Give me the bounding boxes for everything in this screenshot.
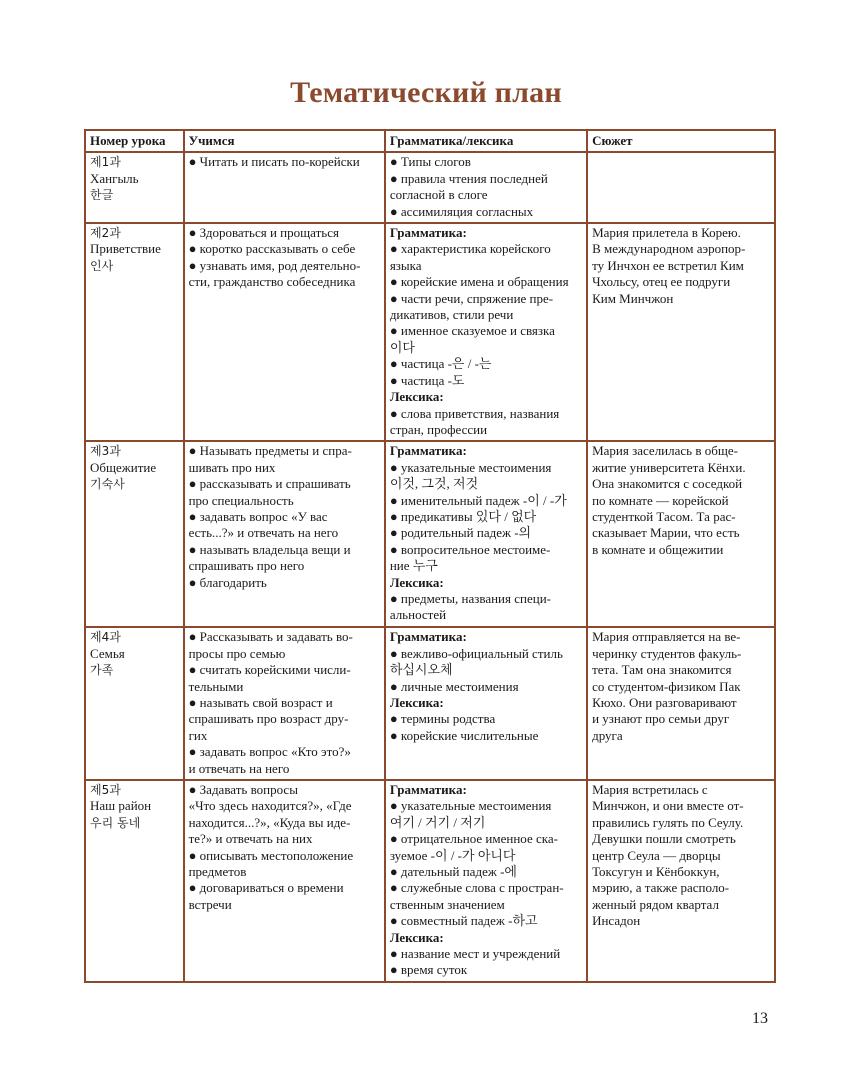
cell-line: зуемое -이 / -가 아니다 (389, 847, 516, 863)
cell-learn (184, 223, 385, 441)
cell-learn (184, 441, 385, 627)
cell-line: есть...?» и отвечать на него (188, 525, 339, 541)
cell-line: ● описывать местоположение (188, 847, 354, 863)
cell-line: гих (188, 727, 208, 743)
cell-line: ту Инчхон ее встретил Ким (592, 257, 744, 273)
cell-line: ● корейские числительные (389, 727, 539, 743)
vocabulary-heading: Лексика: (389, 929, 444, 945)
table-row (85, 223, 775, 441)
cell-line: ● задавать вопрос «У вас (188, 508, 328, 524)
cell-line: встречи (188, 896, 232, 912)
cell-line: просы про семью (188, 645, 286, 661)
cell-line: ● родительный падеж -의 (389, 525, 532, 541)
cell-line: ● узнавать имя, род деятельно- (188, 257, 361, 273)
cell-line: ● части речи, спряжение пре- (389, 290, 554, 306)
cell-line: ● задавать вопрос «Кто это?» (188, 744, 351, 760)
table-row (85, 627, 775, 780)
lesson-number: 제2과 (90, 226, 121, 241)
cell-line: спрашивать про него (188, 558, 305, 574)
cell-grammar (385, 223, 587, 441)
cell-line: мэрию, а также располо- (592, 880, 730, 896)
cell-line: Чхольсу, отец ее подруги (592, 274, 731, 290)
grammar-heading: Грамматика: (389, 225, 467, 241)
cell-line: ние 누구 (389, 558, 438, 574)
cell-line: 이것, 그것, 저것 (389, 476, 479, 492)
cell-line: ● корейские имена и обращения (389, 274, 569, 290)
cell-line: ● термины родства (389, 711, 496, 727)
cell-line: черинку студентов факуль- (592, 645, 742, 661)
cell-line: ● предметы, названия специ- (389, 590, 551, 606)
cell-line: Токсугун и Кёнбоккун, (592, 864, 720, 879)
cell-line: 여기 / 거기 / 저기 (389, 814, 486, 830)
header-learning: Учимся (184, 130, 385, 152)
cell-line: ● Рассказывать и задавать во- (188, 629, 353, 645)
cell-line: ● частица -도 (389, 372, 465, 388)
cell-line: ● указательные местоимения (389, 459, 552, 475)
cell-line: Мария отправляется на ве- (592, 629, 741, 645)
cell-line: ● отрицательное именное ска- (389, 831, 558, 847)
cell-line: по комнате — корейской (592, 492, 729, 508)
cell-lesson (85, 441, 184, 627)
cell-line: предметов (188, 864, 247, 879)
lesson-title-korean: 가족 (90, 663, 114, 678)
cell-line: языка (389, 257, 422, 273)
cell-line: и узнают про семьи друг (592, 711, 730, 727)
lesson-title: Хангыль (90, 170, 139, 186)
grammar-heading: Грамматика: (389, 781, 467, 797)
cell-line: Кюхо. Они разговаривают (592, 694, 737, 710)
table-row (85, 441, 775, 627)
cell-line: ● называть свой возраст и (188, 694, 333, 710)
cell-line: Ким Минчжон (592, 290, 674, 306)
cell-plot (587, 780, 775, 982)
cell-plot (587, 152, 775, 223)
cell-line: ● время суток (389, 962, 468, 978)
lesson-title-korean: 기숙사 (90, 477, 125, 492)
cell-line: ● личные местоимения (389, 678, 519, 694)
cell-line: 이다 (389, 339, 415, 355)
cell-grammar (385, 627, 587, 780)
cell-line: житие университета Кёнхи. (592, 459, 746, 475)
cell-line: стран, профессии (389, 421, 488, 437)
cell-line: ● указательные местоимения (389, 798, 552, 814)
cell-line: ● дательный падеж -에 (389, 864, 517, 879)
cell-line: ● совместный падеж -하고 (389, 913, 538, 929)
cell-line: ● благодарить (188, 574, 267, 590)
header-grammar-vocabulary: Грамматика/лексика (385, 130, 587, 152)
cell-line: ● именное сказуемое и связка (389, 323, 555, 339)
cell-line: шивать про них (188, 459, 276, 475)
table-header-row (85, 130, 775, 152)
cell-line: ● Типы слогов (389, 154, 471, 170)
cell-line: «Что здесь находится?», «Где (188, 798, 352, 814)
cell-line: ● частица -은 / -는 (389, 356, 492, 372)
lesson-title: Общежитие (90, 459, 157, 475)
grammar-heading: Грамматика: (389, 629, 467, 645)
cell-line: друга (592, 727, 623, 743)
cell-line: ● коротко рассказывать о себе (188, 241, 356, 257)
lesson-title: Приветствие (90, 241, 161, 257)
cell-line: Инсадон (592, 913, 641, 929)
cell-line: правились гулять по Сеулу. (592, 814, 744, 830)
table-body (85, 152, 775, 982)
cell-line: ● Называть предметы и спра- (188, 443, 352, 459)
grammar-heading: Грамматика: (389, 443, 467, 459)
cell-line: ● договариваться о времени (188, 880, 344, 896)
cell-line: ● правила чтения последней (389, 170, 548, 186)
header-plot: Сюжет (587, 130, 775, 152)
lesson-number: 제3과 (90, 444, 121, 459)
table-row (85, 152, 775, 223)
cell-line: ● предикативы 있다 / 없다 (389, 508, 537, 524)
cell-line: 하십시오체 (389, 662, 453, 678)
cell-line: ● ассимиляция согласных (389, 203, 534, 219)
cell-learn (184, 780, 385, 982)
cell-line: ● вежливо-официальный стиль (389, 645, 563, 661)
cell-line: те?» и отвечать на них (188, 831, 313, 847)
cell-line: альностей (389, 607, 447, 623)
cell-line: Мария встретилась с (592, 781, 708, 797)
cell-grammar (385, 780, 587, 982)
cell-learn (184, 627, 385, 780)
cell-line: ● Задавать вопросы (188, 781, 298, 797)
vocabulary-heading: Лексика: (389, 694, 444, 710)
cell-line: ● называть владельца вещи и (188, 541, 351, 557)
cell-line: центр Сеула — дворцы (592, 847, 721, 863)
cell-line: Мария заселилась в обще- (592, 443, 738, 459)
lesson-title-korean: 한글 (90, 188, 114, 203)
cell-line: ● слова приветствия, названия (389, 405, 560, 421)
cell-line: Девушки пошли смотреть (592, 831, 736, 847)
cell-line: ● характеристика корейского (389, 241, 551, 257)
cell-line: тельными (188, 678, 244, 694)
cell-line: студенткой Тасом. Та рас- (592, 508, 736, 524)
cell-lesson (85, 627, 184, 780)
cell-grammar (385, 152, 587, 223)
cell-line: В международном аэропор- (592, 241, 746, 257)
cell-line: тета. Там она знакомится (592, 662, 732, 678)
cell-line: Мария прилетела в Корею. (592, 225, 741, 241)
table-row (85, 780, 775, 982)
thematic-plan-table (84, 129, 776, 983)
cell-line: сказывает Марии, что есть (592, 525, 740, 541)
vocabulary-heading: Лексика: (389, 574, 444, 590)
cell-line: согласной в слоге (389, 187, 488, 203)
cell-lesson (85, 152, 184, 223)
cell-line: спрашивать про возраст дру- (188, 711, 349, 727)
cell-line: женный рядом квартал (592, 896, 719, 912)
cell-line: находится...?», «Куда вы иде- (188, 814, 351, 830)
lesson-number: 제4과 (90, 630, 121, 645)
cell-lesson (85, 780, 184, 982)
lesson-title: Наш район (90, 798, 152, 814)
cell-line: Она знакомится с соседкой (592, 476, 743, 492)
cell-line: про специальность (188, 492, 294, 508)
cell-line: ● служебные слова с простран- (389, 880, 564, 896)
page-title: Тематический план (290, 76, 562, 109)
cell-line: ственным значением (389, 896, 505, 912)
page-number: 13 (752, 1010, 768, 1027)
cell-line: ● Здороваться и прощаться (188, 225, 339, 241)
cell-line: ● название мест и учреждений (389, 946, 561, 962)
cell-line: дикативов, стили речи (389, 307, 514, 323)
lesson-number: 제5과 (90, 782, 121, 797)
header-lesson-number: Номер урока (85, 130, 184, 152)
cell-line: со студентом-физиком Пак (592, 678, 741, 694)
cell-lesson (85, 223, 184, 441)
cell-line: ● вопросительное местоиме- (389, 541, 551, 557)
cell-learn (184, 152, 385, 223)
cell-line: и отвечать на него (188, 760, 290, 776)
lesson-title-korean: 우리 동네 (90, 815, 141, 830)
cell-line: ● считать корейскими числи- (188, 662, 351, 678)
cell-grammar (385, 441, 587, 627)
cell-plot (587, 627, 775, 780)
cell-plot (587, 223, 775, 441)
cell-line: в комнате и общежитии (592, 541, 724, 557)
lesson-title: Семья (90, 645, 125, 661)
cell-line: ● рассказывать и спрашивать (188, 476, 351, 492)
cell-plot (587, 441, 775, 627)
cell-line: ● Читать и писать по-корейски (188, 154, 360, 170)
cell-line: сти, гражданство собеседника (188, 274, 356, 290)
cell-line: ● именительный падеж -이 / -가 (389, 492, 567, 508)
cell-line: Минчжон, и они вместе от- (592, 798, 744, 814)
vocabulary-heading: Лексика: (389, 389, 444, 405)
lesson-number: 제1과 (90, 155, 121, 170)
lesson-title-korean: 인사 (90, 258, 114, 273)
